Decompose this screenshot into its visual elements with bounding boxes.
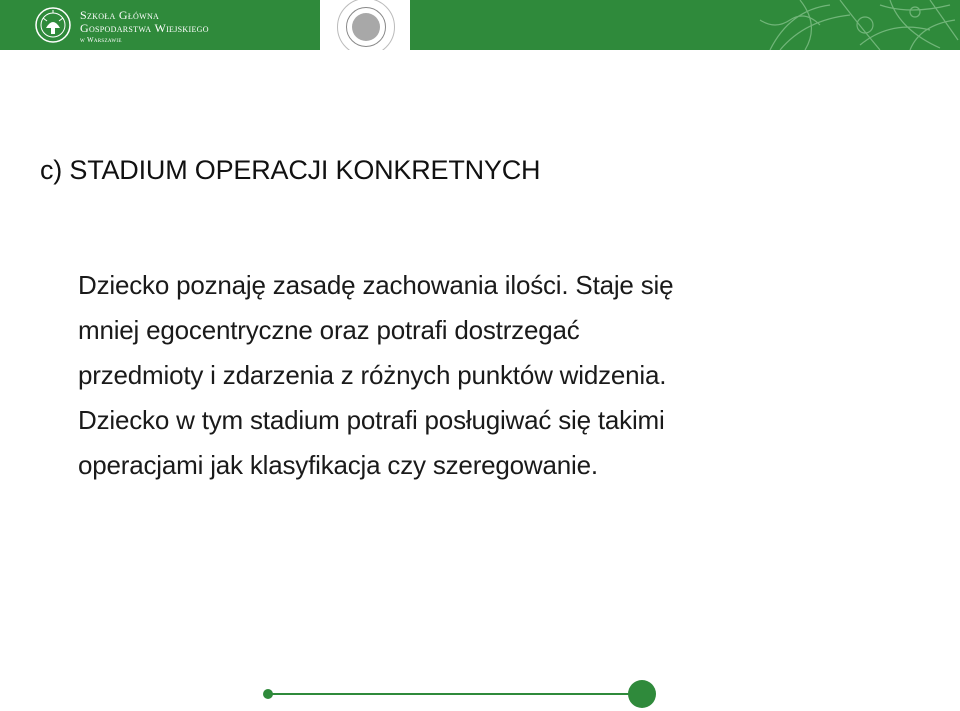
footer-line [268, 693, 642, 695]
footer-dot-large [628, 680, 656, 708]
footer-dot-small [263, 689, 273, 699]
slide-body: Dziecko poznaję zasadę zachowania ilości. Staje się mniej egocentryczne oraz potrafi dostrzegać przedmioty i zdarzenia z różnych punktów widzenia. Dziecko w tym stadium potrafi posługiwać się takimi operacjami jak klasyfikacja czy szeregowanie. [78, 270, 674, 480]
decorative-pattern [410, 0, 960, 50]
slide-title: c) STADIUM OPERACJI KONKRETNYCH [40, 155, 541, 185]
university-name-line1: Szkoła Główna [80, 8, 160, 22]
header-left-panel [0, 0, 320, 50]
header-center-dot [352, 13, 380, 41]
header-center-circle [337, 0, 395, 50]
university-name-line3: w Warszawie [80, 36, 122, 44]
header-bar [0, 0, 960, 50]
university-name [80, 9, 209, 45]
header-right-panel [410, 0, 960, 50]
university-emblem-icon [34, 6, 72, 44]
university-name-line2: Gospodarstwa Wiejskiego [80, 21, 209, 35]
